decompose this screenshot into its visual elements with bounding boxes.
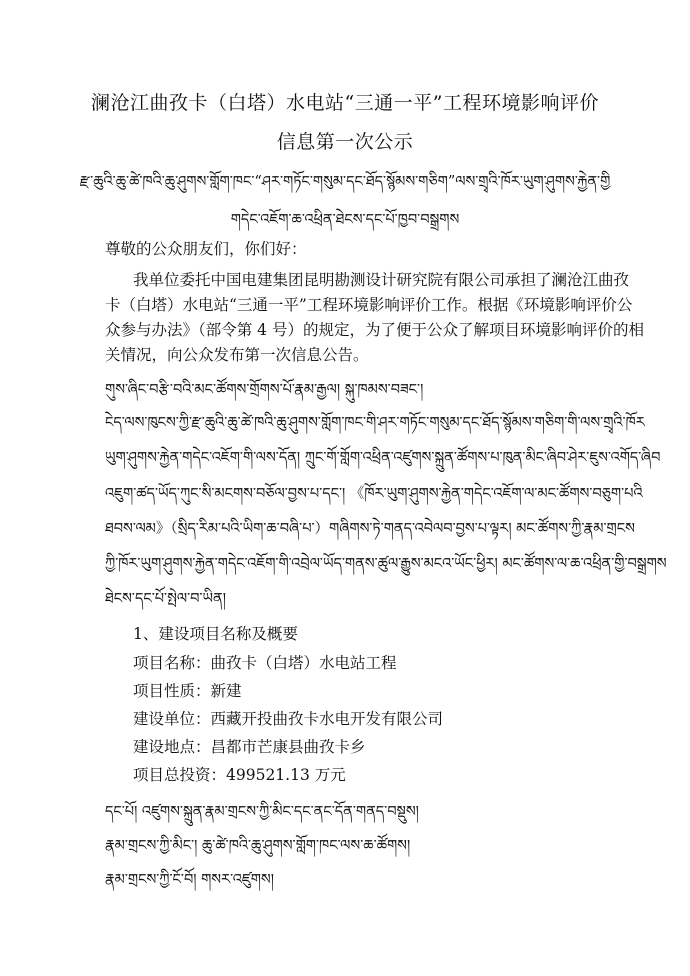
tibetan-title-line-1: རྫ་ཆུའི་ཆུ་ཚེ་ཁའི་ཆུ་ཤུགས་གློག་ཁང་“ཤར་གཏོང་གསུམ་དང་ཐོད་སྙོམས་གཅིག”ལས་གྲྭའི་ཁོར་ཡུག་ཤུགས་རྐྱེན་གྱི: [79, 174, 611, 190]
tibetan-project-nature: རྣམ་གྲངས་ཀྱི་ངོ་བོ། གསར་འཛུགས།: [105, 872, 274, 888]
project-nature: 项目性质：新建: [133, 682, 242, 700]
greeting: 尊敬的公众朋友们，你们好：: [105, 240, 307, 258]
project-name: 项目名称：曲孜卡（白塔）水电站工程: [133, 654, 397, 672]
paragraph-line-3: 众参与办法》（部令第 4 号）的规定，为了便于公众了解项目环境影响评价的相: [105, 321, 644, 339]
paragraph-line-1: 我单位委托中国电建集团昆明勘测设计研究院有限公司承担了澜沧江曲孜: [133, 271, 630, 289]
title-line-2: 信息第一次公示: [276, 131, 414, 153]
tibetan-project-name: རྣམ་གྲངས་ཀྱི་མིང་། ཆུ་ཚེ་ཁའི་ཆུ་ཤུགས་གློག་ཁང་ལས་ཆ་ཚོགས།: [105, 838, 411, 854]
section-heading: 1、建设项目名称及概要: [133, 625, 298, 643]
construction-unit: 建设单位：西藏开投曲孜卡水电开发有限公司: [133, 710, 444, 728]
title-line-1: 澜沧江曲孜卡（白塔）水电站“三通一平”工程环境影响评价: [91, 92, 599, 114]
tibetan-title-line-2: གདེང་འཇོག་ཆ་འཕྲིན་ཐེངས་དང་པོ་ཁྱབ་བསྒྲགས: [230, 212, 460, 228]
tibetan-paragraph-line-5: ཀྱི་ཁོར་ཡུག་ཤུགས་རྐྱེན་གདེང་འཇོག་གི་འབྲེལ་ཡོད་གནས་ཚུལ་རྒྱུས་མངའ་ཡོང་ཕྱིར། མང་ཚོགས་ལ་ཆ་འཕྲིན་གྱི་བསྒྲགས: [105, 556, 667, 572]
total-investment: 项目总投资：499521.13 万元: [133, 766, 346, 784]
tibetan-paragraph-line-3: འཇུག་ཚད་ཡོད་ཀུང་སི་མངགས་བཅོལ་བྱས་པ་དང་། 《ཁོར་ཡུག་ཤུགས་རྐྱེན་གདེང་འཇོག་ལ་མང་ཚོགས་བཅུག་པའི: [105, 486, 643, 502]
tibetan-paragraph-line-6: ཐེངས་དང་པོ་སྤེལ་བ་ཡིན།: [105, 591, 226, 607]
construction-location: 建设地点：昌都市芒康县曲孜卡乡: [133, 738, 366, 756]
paragraph-line-4: 关情况，向公众发布第一次信息公告。: [105, 346, 369, 364]
tibetan-paragraph-line-1: ངེད་ལས་ཁུངས་ཀྱི་རྫ་ཆུའི་ཆུ་ཚེ་ཁའི་ཆུ་ཤུགས་གློག་ཁང་གི་ཤར་གཏོང་གསུམ་དང་ཐོད་སྙོམས་གཅིག་གི་ལས་གྲྭའི་ཁོར: [105, 415, 645, 431]
tibetan-section-heading: དང་པོ། འཛུགས་སྐྲུན་རྣམ་གྲངས་ཀྱི་མིང་དང་ནང་དོན་གནད་བསྡུས།: [105, 804, 419, 820]
tibetan-greeting: གུས་ཞིང་བརྩི་བའི་མང་ཚོགས་གྲོགས་པོ་རྣམ་རྒྱལ། སྐུ་ཁམས་བཟང་།: [105, 382, 424, 398]
paragraph-line-2: 卡（白塔）水电站“三通一平”工程环境影响评价工作。根据《环境影响评价公: [105, 296, 633, 314]
tibetan-paragraph-line-4: ཐབས་ལམ》（སྲིད་རིམ་པའི་ཡིག་ཆ་བཞི་པ་）གཞིགས་ཏེ་གནད་འབེལབ་བྱས་པ་ལྟར། མང་ཚོགས་ཀྱི་རྣམ་གྲངས: [105, 521, 635, 537]
tibetan-paragraph-line-2: ཡུག་ཤུགས་རྐྱེན་གདེང་འཇོག་གི་ལས་དོན། ཀྲུང་གོ་གློག་འཕྲིན་འཛུགས་སྐྲུན་ཚོགས་པ་ཁུན་མིང་ཞིབ་ཤེར་ཇུས་འགོད་ཞིབ: [105, 450, 661, 466]
